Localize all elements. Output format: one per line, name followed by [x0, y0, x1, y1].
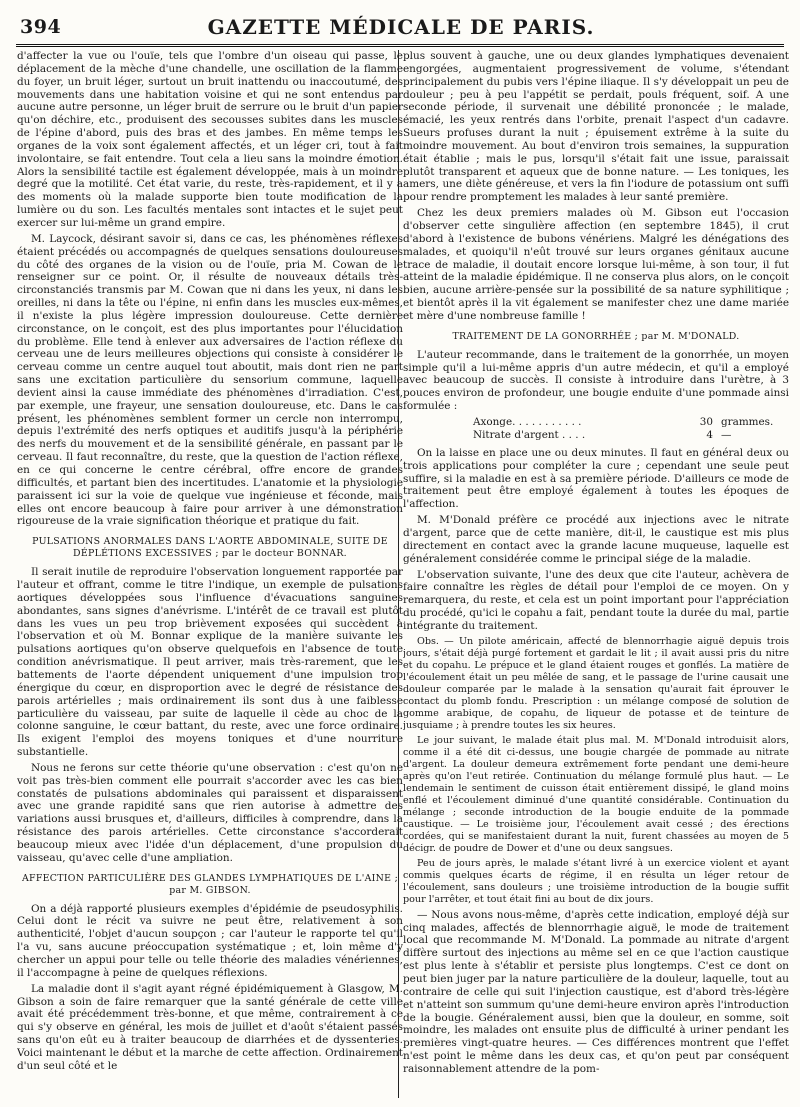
right-column	[403, 50, 789, 1100]
paragraph: d'affecter la vue ou l'ouïe, tels que l'ombre d'un oiseau qui passe, le déplacement de la mèche d'une chandelle, une oscillation de la flamme du foyer, un bruit léger, surtout un bruit inattendu ou inaccoutumé, des mouvements dans une habitation voisine et qui ne sont entendus par aucune autre personne, un léger bruit de serrure ou le bruit d'un papier qu'on déchire, etc., produisent des secousses subites dans les muscles de l'épine d'abord, puis des bras et des jambes. En même temps les organes de la voix sont également affectés, et un léger cri, tout à fait involontaire, se fait entendre. Tout cela a lieu sans la moindre émotion. Alors la sensibilité tactile est également développée, mais à un moindre degré que la motilité. Cet état varie, du reste, très-rapidement, et il y a des moments où la malade supporte bien toute modification de la lumière ou du son. Les facultés mentales sont intactes et le sujet peut exercer sur lui-même un grand empire.	[17, 50, 403, 229]
paragraph: Nous ne ferons sur cette théorie qu'une observation : c'est qu'on ne voit pas très-bien comment elle pourrait s'accorder avec les cas bien constatés de pulsations abdominales qui paraissent et disparaissent avec une grande rapidité sans que rien autorise à admettre des variations aussi brusques et, d'ailleurs, difficiles à comprendre, dans la résistance des parois artérielles. Cette circonstance s'accorderait beaucoup mieux avec l'idée d'un déplacement, d'une propulsion du vaisseau, qu'avec celle d'une ampliation.	[17, 761, 403, 864]
formula-amount: 30	[699, 415, 713, 428]
paragraph: M. Laycock, désirant savoir si, dans ce cas, les phénomènes réflexes étaient précédés ou accompagnés de quelques sensations douloureuses du côté des organes de la vision ou de l'ouïe, pria M. Cowan de le renseigner sur ce point. Or, il résulte de nouveaux détails très-circonstanciés transmis par M. Cowan que ni dans les yeux, ni dans les oreilles, ni dans la tête ou l'épine, ni enfin dans les muscles eux-mêmes, il n'existe la plus légère impression douloureuse. Cette dernière circonstance, on le conçoit, est des plus importantes pour l'élucidation du problème. Elle tend à enlever aux adversaires de l'action réflexe du cerveau une de leurs meilleures objections qui consiste à considérer le cerveau comme un centre auquel tout aboutit, mais dont rien ne part sans une excitation particulière du sensorium commune, laquelle devient ainsi la cause immédiate des phénomènes d'irradiation. C'est, par exemple, une frayeur, une sensation douloureuse, etc. Dans le cas présent, les phénomènes semblent former un cercle non interrompu, depuis l'extrémité des nerfs optiques et auditifs jusqu'à la périphérie des nerfs du mouvement et de la sensibilité générale, en passant par le cerveau. Il faut reconnaître, du reste, que la question de l'action réflexe, en ce qui concerne le centre cérébral, offre encore de grandes difficultés, et partant bien des incertitudes. L'anatomie et la physiologie paraissent ici sur la voie de quelque vue ingénieuse et féconde, mais elles ont encore beaucoup à faire pour arriver à une démonstration rigoureuse de la vraie signification théorique et pratique du fait.	[17, 232, 403, 528]
formula-ingredient: Axonge. . . . . . . . . . .	[473, 415, 582, 428]
paragraph: Il serait inutile de reproduire l'observation longuement rapportée par l'auteur et offrant, comme le titre l'indique, un exemple de pulsations aortiques développées sous l'influence d'évacuations sanguines abondantes, sans signes d'anévrisme. L'intérêt de ce travail est plutôt dans les vues un peu trop brièvement exposées qui succèdent à l'observation et où M. Bonnar explique de la manière suivante les pulsations aortiques qu'on observe quelquefois en l'absence de toute condition anévrismatique. Il peut arriver, mais très-rarement, que les battements de l'aorte dépendent uniquement d'une impulsion trop énergique du cœur, en disproportion avec le degré de résistance des parois artérielles ; mais ordinairement ils sont dus à une faiblesse particulière du vaisseau, par suite de laquelle il cède au choc de la colonne sanguine, le cœur battant, du reste, avec une force ordinaire. Ils exigent l'emploi des moyens toniques et d'une nourriture substantielle.	[17, 566, 403, 759]
formula-unit: —	[721, 428, 732, 441]
journal-title: GAZETTE MÉDICALE DE PARIS.	[207, 15, 595, 39]
observation-paragraph: Le jour suivant, le malade était plus mal. M. M'Donald introduisit alors, comme il a été dit ci-dessus, une bougie chargée de pommade au nitrate d'argent. La douleur demeura extrêmement forte pendant une demi-heure après qu'on l'eut retirée. Continuation du mélange formulé plus haut. — Le lendemain le sentiment de cuisson était entièrement dissipé, le gland moins enflé et l'écoulement diminué d'une quantité considérable. Continuation du mélange ; seconde introduction de la bougie enduite de la pommade caustique. — Le troisième jour, l'écoulement avait cessé ; des érections cordées, qui se manifestaient durant la nuit, furent chassées au moyen de 5 décigr. de poudre de Dower et d'une ou deux sangsues.	[403, 734, 789, 854]
section-heading-mdonald: TRAITEMENT DE LA GONORRHÉE ; par M. M'DONALD.	[452, 330, 740, 342]
paragraph: On la laisse en place une ou deux minutes. Il faut en général deux ou trois applications pour compléter la cure ; cependant une seule peut suffire, si la maladie en est à sa première période. D'ailleurs ce mode de traitement peut être employé également à toutes les époques de l'affection.	[403, 446, 789, 511]
header-rule	[16, 44, 784, 47]
prescription-formula	[473, 416, 789, 442]
paragraph: plus souvent à gauche, une ou deux glandes lymphatiques devenaient engorgées, augmentaient progressivement de volume, s'étendant principalement du pubis vers l'épine iliaque. Il s'y développait un peu de douleur ; peu à peu l'appétit se perdait, pouls fréquent, soif. A une seconde période, il survenait une débilité prononcée ; le malade, émacié, les yeux rentrés dans l'orbite, prenait l'aspect d'un cadavre. Sueurs profuses durant la nuit ; épuisement extrême à la suite du moindre mouvement. Au bout d'environ trois semaines, la suppuration était établie ; mais le pus, lorsqu'il s'était fait une issue, paraissait plutôt transparent et aqueux que de bonne nature. — Les toniques, les amers, une diète généreuse, et vers la fin l'iodure de potassium ont suffi pour rendre promptement les malades à leur santé première.	[403, 50, 789, 204]
paragraph: L'observation suivante, l'une des deux que cite l'auteur, achèvera de faire connaître les règles de détail pour l'emploi de ce moyen. On y remarquera, du reste, et cela est un point important pour l'appréciation du procédé, qu'ici le copahu a fait, pendant toute la durée du mal, partie intégrante du traitement.	[403, 568, 789, 632]
section-heading-bonnar: PULSATIONS ANORMALES DANS L'AORTE ABDOMINALE, SUITE DE DÉPLÉTIONS EXCESSIVES ; par le docteur BONNAR.	[32, 536, 388, 560]
section-heading-gibson: AFFECTION PARTICULIÈRE DES GLANDES LYMPHATIQUES DE L'AINE ; par M. GIBSON.	[21, 872, 399, 896]
observation-paragraph: Peu de jours après, le malade s'étant livré à un exercice violent et ayant commis quelques écarts de régime, il en résulta un léger retour de l'écoulement, sans douleurs ; une troisième introduction de la bougie suffit pour l'arrêter, et tout était fini au bout de dix jours.	[403, 857, 789, 905]
paragraph: — Nous avons nous-même, d'après cette indication, employé déjà sur cinq malades, affectés de blennorrhagie aiguë, le mode de traitement local que recommande M. M'Donald. La pommade au nitrate d'argent diffère surtout des injections au même sel en ce que l'action caustique est plus lente à s'établir et persiste plus longtemps. C'est ce dont on peut bien juger par la nature particulière de la douleur, laquelle, tout au contraire de celle qui suit l'injection caustique, est d'abord très-légère et n'atteint son summum qu'une demi-heure environ après l'introduction de la bougie. Généralement aussi, bien que la douleur, en somme, soit moindre, les malades ont ensuite plus de difficulté à uriner pendant les premières vingt-quatre heures. — Ces différences montrent que l'effet n'est point le même dans les deux cas, et qu'on peut par conséquent raisonnablement attendre de la pom-	[403, 908, 789, 1075]
formula-row	[473, 416, 789, 429]
paragraph: L'auteur recommande, dans le traitement de la gonorrhée, un moyen simple qu'il a lui-même appris d'un autre médecin, et qu'il a employé avec beaucoup de succès. Il consiste à introduire dans l'urètre, à 3 pouces environ de profondeur, une bougie enduite d'une pommade ainsi formulée :	[403, 348, 789, 413]
paragraph: Chez les deux premiers malades où M. Gibson eut l'occasion d'observer cette singulière affection (en septembre 1845), il crut d'abord à l'existence de bubons vénériens. Malgré les dénégations des malades, et quoiqu'il n'eût trouvé sur leurs organes génitaux aucune trace de maladie, il doutait encore lorsque lui-même, à son tour, il fut atteint de la maladie épidémique. Il ne conserva plus alors, on le conçoit bien, aucune arrière-pensée sur la possibilité de sa nature syphilitique ; et bientôt après il la vit également se manifester chez une dame mariée et mère d'une nombreuse famille !	[403, 207, 789, 322]
page-number: 394	[20, 16, 62, 38]
page-header	[20, 10, 782, 44]
paragraph: On a déjà rapporté plusieurs exemples d'épidémie de pseudosyphilis. Celui dont le récit va suivre ne peut être, relativement à son authenticité, l'objet d'aucun soupçon ; car l'auteur le rapporte tel qu'il l'a vu, sans aucune préoccupation systématique ; et, loin même d'y chercher un appui pour telle ou telle théorie des maladies vénériennes, il l'accompagne à peine de quelques réflexions.	[17, 902, 403, 979]
formula-ingredient: Nitrate d'argent . . . .	[473, 428, 586, 441]
paragraph: La maladie dont il s'agit ayant régné épidémiquement à Glasgow, M. Gibson a soin de faire remarquer que la santé générale de cette ville avait été précédemment très-bonne, et que même, contrairement à ce qui s'y observe en général, les mois de juillet et d'août s'étaient passés sans qu'on eût eu à traiter beaucoup de diarrhées et de dyssenteries. Voici maintenant le début et la marche de cette affection. Ordinairement d'un seul côté et le	[17, 982, 403, 1072]
formula-unit: grammes.	[721, 415, 774, 428]
paragraph: M. M'Donald préfère ce procédé aux injections avec le nitrate d'argent, parce que de cette manière, dit-il, le caustique est mis plus directement en contact avec la grande lacune muqueuse, laquelle est généralement considérée comme le principal siége de la maladie.	[403, 514, 789, 565]
observation-paragraph: Obs. — Un pilote américain, affecté de blennorrhagie aiguë depuis trois jours, s'était déjà purgé fortement et gardait le lit ; il avait aussi pris du nitre et du copahu. Le prépuce et le gland étaient rouges et gonflés. La matière de l'écoulement était un peu mêlée de sang, et le passage de l'urine causait une douleur comparée par le malade à la sensation qu'aurait fait éprouver le contact du plomb fondu. Prescription : un mélange composé de solution de gomme arabique, de copahu, de liqueur de potasse et de teinture de jusquiame ; à prendre toutes les six heures.	[403, 635, 789, 731]
formula-amount: 4	[706, 428, 713, 441]
formula-row	[473, 429, 789, 442]
left-column	[17, 50, 403, 1100]
column-divider	[398, 50, 399, 1098]
